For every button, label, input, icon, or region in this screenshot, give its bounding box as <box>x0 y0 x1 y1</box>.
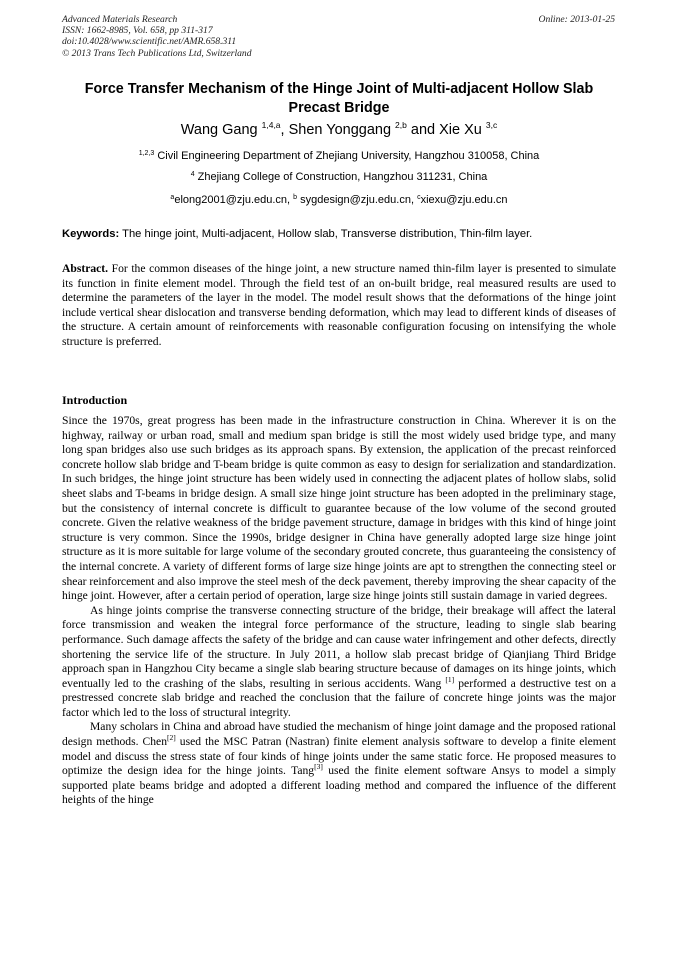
paragraph-text: performed a destructive test on a prestressed concrete slab bridge and reached the conclusion that the failure of concrete hinge joints was the major factor which led to the loss of structural integrity. <box>62 676 616 719</box>
email-sup: a <box>170 194 175 201</box>
paragraph-text: used the finite element software Ansys to model a simply supported plate beams bridge and adopted a different loading method and compared the influence of the different heights of the hinge <box>62 764 616 807</box>
abstract-text: For the common diseases of the hinge joint, a new structure named thin-film layer is presented to simulate its function in finite element model. Through the field test of an on-built bridge, real measured results are used to determine the parameters of the layer in the model. The model result shows that the deformations of the hinge joint include vertical shear dislocation and transverse bending deformation, which may lead to different kinds of diseases of the structure. A certain amount of reinforcements with reasonable configuration focusing on intensifying the whole structure is preferred. <box>62 262 616 348</box>
online-date: Online: 2013-01-25 <box>538 14 615 25</box>
email-sup: c <box>417 194 421 201</box>
keywords-label: Keywords: <box>62 228 120 240</box>
doi-line[interactable]: doi:10.4028/www.scientific.net/AMR.658.311 <box>62 36 237 48</box>
affiliation-text: Zhejiang College of Construction, Hangzhou 311231, China <box>194 171 488 183</box>
email-link[interactable]: sygdesign@zju.edu.cn, <box>297 194 418 206</box>
section-heading-introduction: Introduction <box>62 393 128 407</box>
intro-paragraph-3 <box>62 720 616 808</box>
author-sup: 3,c <box>485 120 498 130</box>
intro-paragraph-1: Since the 1970s, great progress has been made in the infrastructure construction in China. Wherever it is on the highway, railway or urban road, small and medium span bridge is still the most widely used bridge type, and many long span bridges also use such bridges as its approach spans. By extension, the application of the precast reinforced concrete hollow slab bridge and T-beam bridge is quite common as easy to design for serialization and standardization. In such bridges, the hinge joint structure has been widely used in connecting the adjacent plates of hollow slabs, solid sheet slabs and T-beams in bridge design. A small size hinge joint structure has been adopted in the preliminary stage, but the consistency of internal concrete is difficult to guarantee because of the low volume of the second grouted concrete. Given the relative weakness of the bridge pavement structure, damage in bridges with this kind of hinge joint structure is very common. Since the 1990s, bridge designer in China have generally adopted large size hinge joint structure as it is more suitable for large volume of the secondary grouted concrete, thus guaranteeing the consistency of the internal concrete. A variety of different forms of large size hinge joints are apt to strengthen the connecting steel or shear reinforcement and also improve the steel mesh of the deck pavement, thereby improving the shear capacity of the hinge joint. However, after a certain period of operation, large size hinge joints still sustain damage in varied degrees. <box>62 414 616 603</box>
author-separator: , <box>280 122 289 138</box>
copyright-line: © 2013 Trans Tech Publications Ltd, Switzerland <box>62 47 252 59</box>
email-link[interactable]: xiexu@zju.edu.cn <box>420 194 508 206</box>
paper-title: Force Transfer Mechanism of the Hinge Joint of Multi-adjacent Hollow Slab Precast Bridge <box>84 81 594 116</box>
abstract-label: Abstract. <box>62 262 109 275</box>
author-line <box>62 121 616 139</box>
email-line <box>62 193 616 207</box>
affiliation-1 <box>62 149 616 163</box>
introduction-body <box>62 414 616 808</box>
intro-paragraph-2 <box>62 604 616 721</box>
affiliation-sup: 1,2,3 <box>138 150 155 157</box>
author-sup: 1,4,a <box>261 120 281 130</box>
paragraph-text: Many scholars in China and abroad have studied the mechanism of hinge joint damage and the proposed rational design methods. Chen <box>62 720 616 749</box>
keywords-text: The hinge joint, Multi-adjacent, Hollow slab, Transverse distribution, Thin-film layer. <box>119 228 533 240</box>
paragraph-text: As hinge joints comprise the transverse connecting structure of the bridge, their breakage will affect the lateral force transmission and weaken the integral force performance of the structure, leading to single slab bearing performance. Such damage affects the safety of the bridge and can cause water infringement and other defects, directly shortening the service life of the structure. In July 2011, a hollow slab precast bridge of Qianjiang Third Bridge approach span in Hangzhou City became a single slab bearing structure because of damages on its hinge joints, which eventually led to the crashing of the slabs, resulting in serious accidents. Wang <box>62 603 616 690</box>
email-link[interactable]: elong2001@zju.edu.cn, <box>174 194 294 206</box>
email-sup: b <box>293 194 298 201</box>
affiliation-text: Civil Engineering Department of Zhejiang University, Hangzhou 310058, China <box>154 150 540 162</box>
paragraph-text: used the MSC Patran (Nastran) finite element analysis software to develop a finite element model and discuss the stress state of four kinds of hinge joints under the same static force. He proposed measures to optimize the design idea for the hinge joints. Tang <box>62 735 616 778</box>
citation-ref[interactable]: [3] <box>314 762 323 772</box>
author-name: Shen Yonggang <box>288 122 392 138</box>
keywords-line <box>62 227 616 241</box>
author-sup: 2,b <box>395 120 407 130</box>
abstract-paragraph <box>62 262 616 350</box>
affiliation-sup: 4 <box>190 171 195 178</box>
affiliation-2 <box>62 170 616 184</box>
author-separator: and <box>406 122 440 138</box>
author-name: Xie Xu <box>439 122 482 138</box>
citation-ref[interactable]: [2] <box>167 733 176 743</box>
journal-header <box>62 14 252 59</box>
journal-name: Advanced Materials Research <box>62 14 178 25</box>
author-name: Wang Gang <box>180 122 258 138</box>
citation-ref[interactable]: [1] <box>445 674 455 684</box>
issn-line: ISSN: 1662-8985, Vol. 658, pp 311-317 <box>62 25 213 37</box>
